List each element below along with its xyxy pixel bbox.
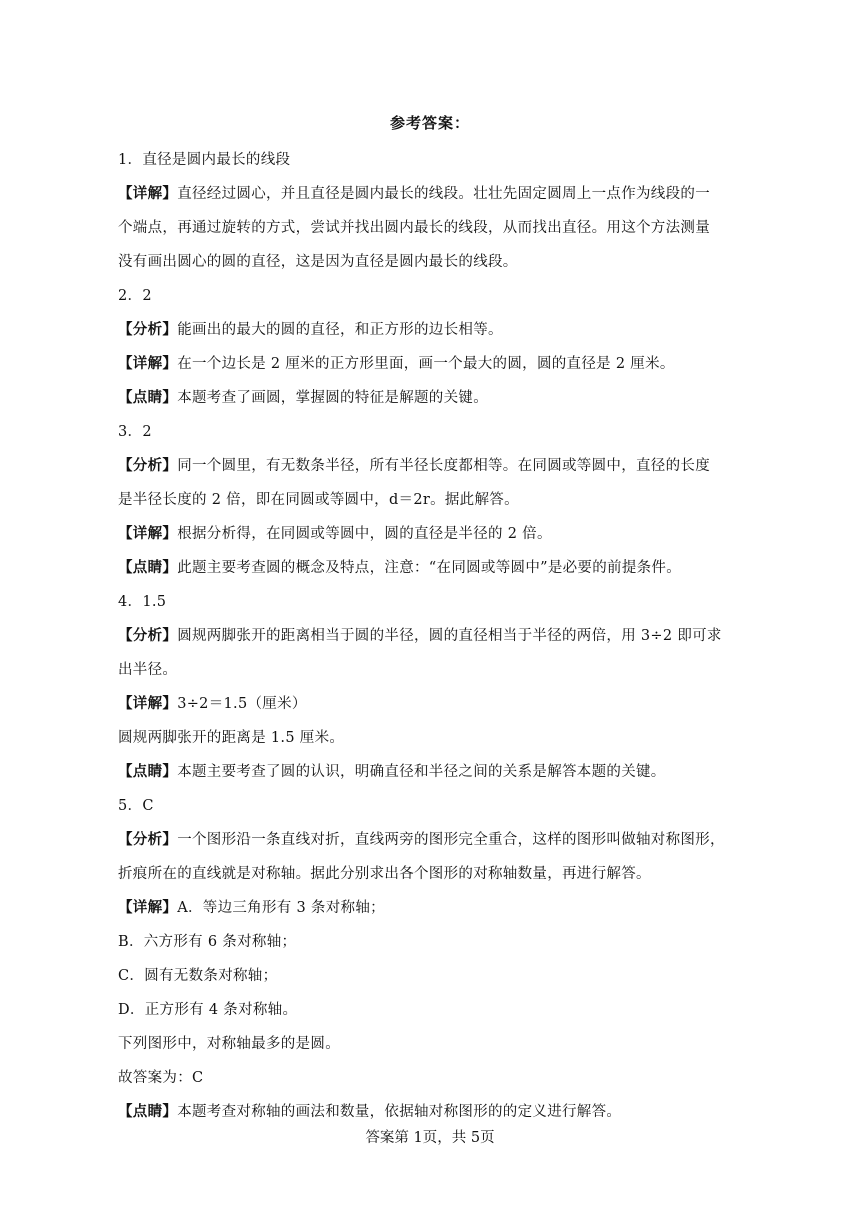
line-text: D．正方形有 4 条对称轴。 xyxy=(118,1002,298,1018)
section-tag: 【详解】 xyxy=(118,185,178,202)
text-line xyxy=(118,313,746,347)
text-line xyxy=(118,687,746,721)
text-line xyxy=(118,1061,746,1095)
section-tag: 【点睛】 xyxy=(118,559,178,576)
section-tag: 【点睛】 xyxy=(118,389,178,406)
text-line xyxy=(118,483,746,517)
line-text: 2．2 xyxy=(118,288,152,304)
section-tag: 【分析】 xyxy=(118,627,178,644)
text-line xyxy=(118,721,746,755)
line-text: 5．C xyxy=(118,798,154,814)
line-text: 圆规两脚张开的距离是 1.5 厘米。 xyxy=(118,730,345,746)
text-line xyxy=(118,211,746,245)
line-text: 下列图形中，对称轴最多的是圆。 xyxy=(118,1036,340,1052)
text-line xyxy=(118,585,746,619)
answer-content xyxy=(118,143,746,1129)
section-tag: 【详解】 xyxy=(118,355,178,372)
line-text: 是半径长度的 2 倍，即在同圆或等圆中，d＝2r。据此解答。 xyxy=(118,492,519,508)
text-line xyxy=(118,857,746,891)
line-text: 本题考查了画圆，掌握圆的特征是解题的关键。 xyxy=(177,390,489,406)
text-line xyxy=(118,177,746,211)
line-text: 在一个边长是 2 厘米的正方形里面，画一个最大的圆，圆的直径是 2 厘米。 xyxy=(177,356,675,372)
line-text: 此题主要考查圆的概念及特点，注意：“在同圆或等圆中”是必要的前提条件。 xyxy=(177,560,682,576)
text-line xyxy=(118,415,746,449)
line-text: 个端点，再通过旋转的方式，尝试并找出圆内最长的线段，从而找出直径。用这个方法测量 xyxy=(118,220,710,236)
section-tag: 【点睛】 xyxy=(118,1103,178,1120)
section-tag: 【分析】 xyxy=(118,457,178,474)
text-line xyxy=(118,755,746,789)
section-tag: 【分析】 xyxy=(118,321,178,338)
line-text: 没有画出圆心的圆的直径，这是因为直径是圆内最长的线段。 xyxy=(118,254,518,270)
text-line xyxy=(118,381,746,415)
section-tag: 【点睛】 xyxy=(118,763,178,780)
text-line xyxy=(118,1095,746,1129)
line-text: C．圆有无数条对称轴； xyxy=(118,968,278,984)
line-text: 同一个圆里，有无数条半径，所有半径长度都相等。在同圆或等圆中，直径的长度 xyxy=(177,458,710,474)
line-text: 本题考查对称轴的画法和数量，依据轴对称图形的的定义进行解答。 xyxy=(177,1104,622,1120)
section-tag: 【详解】 xyxy=(118,899,178,916)
section-tag: 【详解】 xyxy=(118,525,178,542)
text-line xyxy=(118,517,746,551)
text-line xyxy=(118,449,746,483)
text-line xyxy=(118,279,746,313)
line-text: A．等边三角形有 3 条对称轴； xyxy=(177,900,385,916)
line-text: 能画出的最大的圆的直径，和正方形的边长相等。 xyxy=(177,322,503,338)
text-line xyxy=(118,789,746,823)
line-text: 4．1.5 xyxy=(118,594,167,610)
text-line xyxy=(118,619,746,653)
section-tag: 【分析】 xyxy=(118,831,178,848)
text-line xyxy=(118,993,746,1027)
text-line xyxy=(118,653,746,687)
text-line xyxy=(118,891,746,925)
line-text: 1．直径是圆内最长的线段 xyxy=(118,152,291,168)
line-text: 本题主要考查了圆的认识，明确直径和半径之间的关系是解答本题的关键。 xyxy=(177,764,666,780)
page-title: 参考答案： xyxy=(389,114,470,132)
line-text: 出半径。 xyxy=(118,662,178,678)
text-line xyxy=(118,823,746,857)
line-text: 直径经过圆心，并且直径是圆内最长的线段。壮壮先固定圆周上一点作为线段的一 xyxy=(177,186,710,202)
text-line xyxy=(118,245,746,279)
line-text: 3．2 xyxy=(118,424,152,440)
line-text: 根据分析得，在同圆或等圆中，圆的直径是半径的 2 倍。 xyxy=(177,526,552,542)
line-text: B．六方形有 6 条对称轴； xyxy=(118,934,297,950)
page-footer: 答案第 1页，共 5页 xyxy=(365,1130,495,1146)
text-line xyxy=(118,143,746,177)
line-text: 故答案为：C xyxy=(118,1070,204,1086)
line-text: 圆规两脚张开的距离相当于圆的半径，圆的直径相当于半径的两倍，用 3÷2 即可求 xyxy=(177,628,722,644)
line-text: 折痕所在的直线就是对称轴。据此分别求出各个图形的对称轴数量，再进行解答。 xyxy=(118,866,651,882)
text-line xyxy=(118,347,746,381)
line-text: 一个图形沿一条直线对折，直线两旁的图形完全重合，这样的图形叫做轴对称图形， xyxy=(177,832,725,848)
section-tag: 【详解】 xyxy=(118,695,178,712)
text-line xyxy=(118,551,746,585)
text-line xyxy=(118,925,746,959)
text-line xyxy=(118,1027,746,1061)
text-line xyxy=(118,959,746,993)
line-text: 3÷2＝1.5（厘米） xyxy=(177,696,307,712)
